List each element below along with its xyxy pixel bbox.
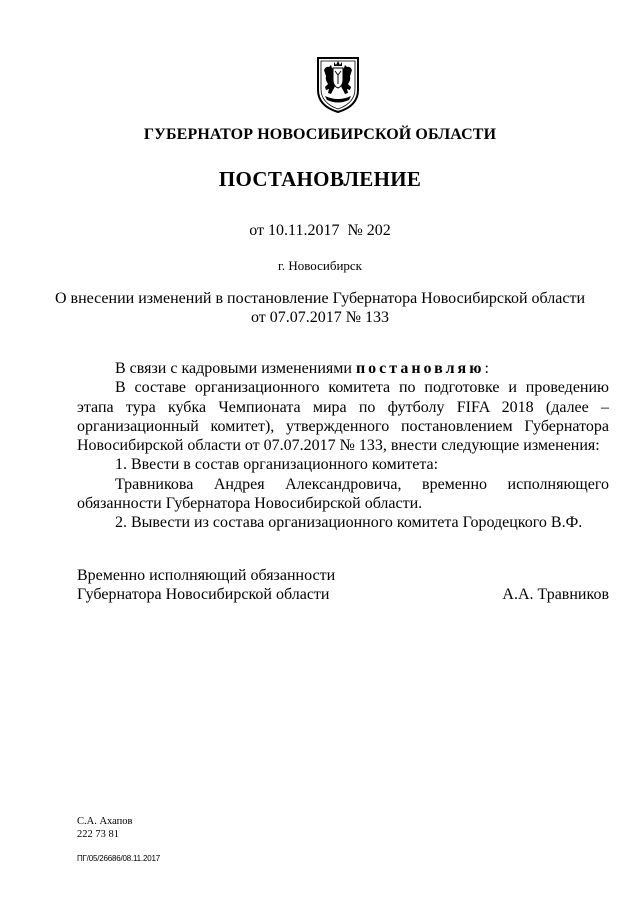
intro-colon: : xyxy=(484,360,489,377)
executor-info xyxy=(77,815,133,841)
novosibirsk-coat-of-arms-icon xyxy=(316,56,360,114)
body-paragraph: В составе организационного комитета по подготовке и проведению этапа тура кубка Чемпионата мира по футболу FIFA 2018 (далее – организационный комитет), утвержденного постановлением Губернатора Новосибирской области от 07.07.2017 № 133, внести следующие изменения: xyxy=(77,379,609,455)
list-item-detail: Травникова Андрея Александровича, временно исполняющего обязанности Губернатора Новосибирской области. xyxy=(77,475,609,513)
signatory-position: Губернатора Новосибирской области xyxy=(77,586,330,603)
document-subject xyxy=(0,289,640,327)
document-date-number: от 10.11.2017 № 202 xyxy=(249,222,391,239)
list-item: 2. Вывести из состава организационного комитета Городецкого В.Ф. xyxy=(115,514,583,532)
document-body xyxy=(77,359,609,533)
document-city: г. Новосибирск xyxy=(277,258,362,273)
intro-text: В связи с кадровыми изменениями xyxy=(115,360,356,377)
document-type-title: ПОСТАНОВЛЕНИЕ xyxy=(218,167,422,191)
signature-block xyxy=(77,566,609,604)
list-item: 1. Ввести в состав организационного комитета: xyxy=(115,456,439,474)
resolution-keyword: постановляю xyxy=(355,360,485,377)
subject-line: О внесении изменений в постановление Губернатора Новосибирской области xyxy=(54,290,586,307)
registration-number: ПГ/05/26686/08.11.2017 xyxy=(77,854,160,863)
subject-line: от 07.07.2017 № 133 xyxy=(250,309,390,326)
intro-paragraph xyxy=(77,359,609,378)
executor-name: С.А. Ахапов xyxy=(77,816,133,827)
executor-phone: 222 73 81 xyxy=(77,829,119,840)
issuing-authority: ГУБЕРНАТОР НОВОСИБИРСКОЙ ОБЛАСТИ xyxy=(143,126,497,143)
signatory-name: А.А. Травников xyxy=(502,586,609,603)
signatory-position: Временно исполняющий обязанности xyxy=(77,567,336,584)
